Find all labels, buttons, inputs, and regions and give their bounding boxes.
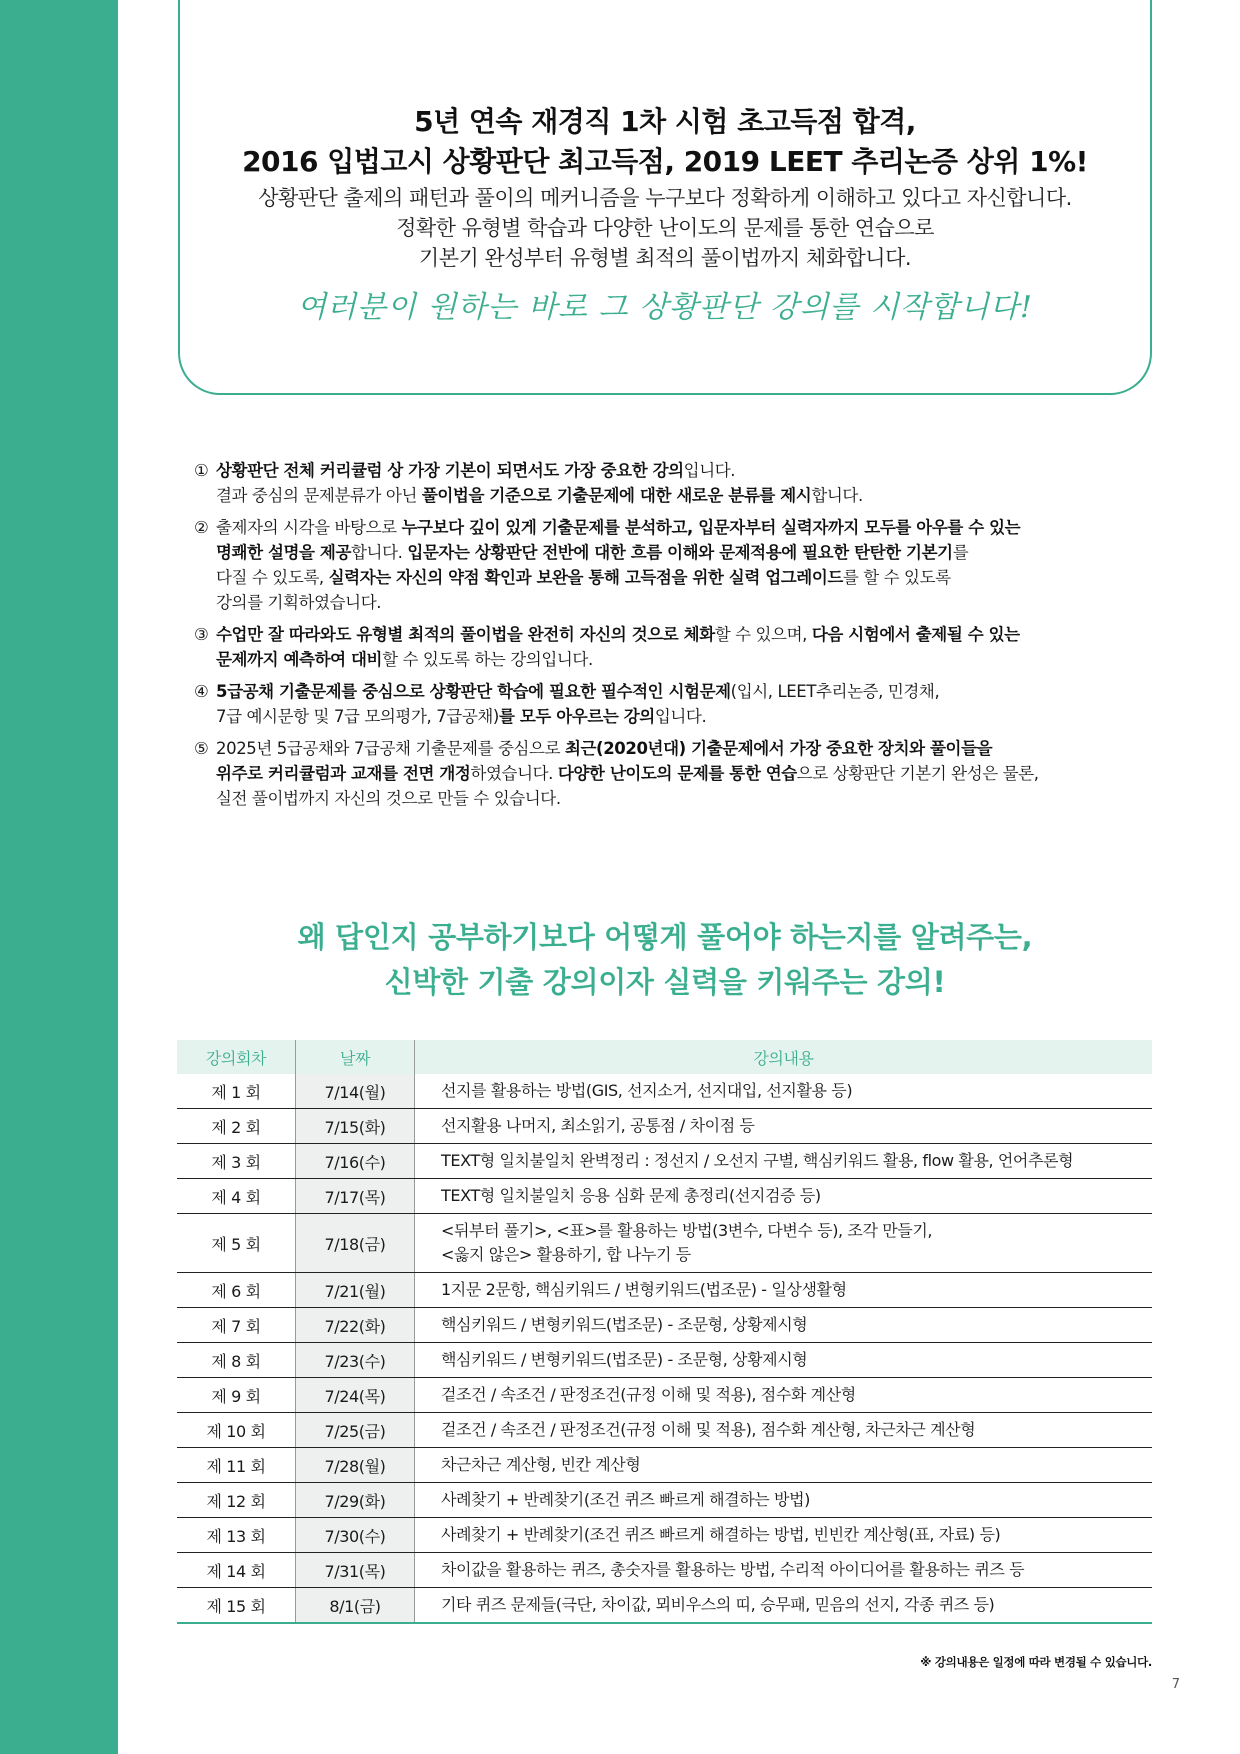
- table-row: [177, 1378, 1152, 1413]
- session-cell: 제 3 회: [177, 1144, 296, 1179]
- body-text: 다질 수 있도록,: [216, 568, 329, 587]
- feature-number: ⑤: [194, 739, 209, 758]
- content-cell: [415, 1308, 1153, 1343]
- session-cell: 제 1 회: [177, 1074, 296, 1109]
- session-cell: 제 8 회: [177, 1343, 296, 1378]
- body-text: 7급 예시문항 및 7급 모의평가, 7급공채): [216, 707, 499, 726]
- table-row: [177, 1588, 1152, 1624]
- session-cell: 제 10 회: [177, 1413, 296, 1448]
- content-line: 겉조건 / 속조건 / 판정조건(규정 이해 및 적용), 점수화 계산형, 차근차근 계산형: [441, 1420, 976, 1439]
- date-cell: 7/16(수): [296, 1144, 415, 1179]
- date-cell: 8/1(금): [296, 1588, 415, 1624]
- content-cell: [415, 1378, 1153, 1413]
- content-cell: [415, 1553, 1153, 1588]
- feature-item: [194, 736, 1164, 811]
- session-cell: 제 13 회: [177, 1518, 296, 1553]
- date-cell: 7/21(월): [296, 1273, 415, 1308]
- hero-line-1: 상황판단 출제의 패턴과 풀이의 메커니즘을 누구보다 정확하게 이해하고 있다고 자신합니다.: [258, 186, 1072, 210]
- table-row: [177, 1179, 1152, 1214]
- date-cell: 7/14(월): [296, 1074, 415, 1109]
- table-header-row: [177, 1040, 1152, 1074]
- body-text: (입시, LEET추리논증, 민경채,: [730, 682, 940, 701]
- body-text: 강의를 기획하였습니다.: [216, 593, 382, 612]
- hero-headline-1: 5년 연속 재경직 1차 시험 초고득점 합격,: [414, 105, 916, 138]
- emphasis-text: 위주로 커리큘럼과 교재를 전면 개정: [216, 764, 471, 783]
- hero-headline-2: 2016 입법고시 상황판단 최고득점, 2019 LEET 추리논증 상위 1%!: [242, 145, 1088, 178]
- content-line: TEXT형 일치불일치 응용 심화 문제 총정리(선지검증 등): [441, 1186, 821, 1205]
- date-cell: 7/30(수): [296, 1518, 415, 1553]
- hero-line-2: 정확한 유형별 학습과 다양한 난이도의 문제를 통한 연습으로: [396, 216, 934, 240]
- hero-slogan: 여러분이 원하는 바로 그 상황판단 강의를 시작합니다!: [297, 290, 1033, 325]
- header-session: 강의회차: [177, 1040, 296, 1074]
- feature-number: ②: [194, 518, 209, 537]
- content-line: <옳지 않은> 활용하기, 합 나누기 등: [441, 1245, 691, 1264]
- date-cell: 7/28(월): [296, 1448, 415, 1483]
- content-cell: [415, 1448, 1153, 1483]
- content-line: 기타 퀴즈 문제들(극단, 차이값, 뫼비우스의 띠, 승무패, 믿음의 선지, 각종 퀴즈 등): [441, 1595, 995, 1614]
- body-text: 입니다.: [654, 707, 707, 726]
- content-line: <뒤부터 풀기>, <표>를 활용하는 방법(3변수, 다변수 등), 조각 만들기,: [441, 1221, 933, 1240]
- emphasis-text: 문제까지 예측하여 대비: [216, 650, 383, 669]
- footnote: ※ 강의내용은 일정에 따라 변경될 수 있습니다.: [920, 1655, 1152, 1669]
- session-cell: 제 6 회: [177, 1273, 296, 1308]
- session-cell: 제 11 회: [177, 1448, 296, 1483]
- emphasis-text: 다음 시험에서 출제될 수 있는: [811, 625, 1020, 644]
- emphasis-text: 를 모두 아우르는 강의: [498, 707, 655, 726]
- emphasis-text: 입문자는 상황판단 전반에 대한 흐름 이해와 문제적용에 필요한 탄탄한 기본기: [407, 543, 953, 562]
- date-cell: 7/24(목): [296, 1378, 415, 1413]
- content-cell: [415, 1273, 1153, 1308]
- emphasis-text: 수업만 잘 따라와도 유형별 최적의 풀이법을 완전히 자신의 것으로 체화: [216, 625, 715, 644]
- content-cell: [415, 1413, 1153, 1448]
- left-accent-bar: [0, 0, 118, 1754]
- emphasis-text: 풀이법을 기준으로 기출문제에 대한 새로운 분류를 제시: [421, 486, 812, 505]
- body-text: 하였습니다.: [470, 764, 558, 783]
- date-cell: 7/17(목): [296, 1179, 415, 1214]
- content-line: 1지문 2문항, 핵심키워드 / 변형키워드(법조문) - 일상생활형: [441, 1280, 847, 1299]
- table-row: [177, 1109, 1152, 1144]
- content-cell: [415, 1588, 1153, 1624]
- table-row: [177, 1144, 1152, 1179]
- body-text: 으로 상황판단 기본기 완성은 물론,: [796, 764, 1039, 783]
- content-line: 핵심키워드 / 변형키워드(법조문) - 조문형, 상황제시형: [441, 1315, 808, 1334]
- emphasis-text: 누구보다 깊이 있게 기출문제를 분석하고, 입문자부터 실력자까지 모두를 아우를 수 있는: [401, 518, 1021, 537]
- session-cell: 제 4 회: [177, 1179, 296, 1214]
- emphasis-text: 최근(2020년대) 기출문제에서 가장 중요한 장치와 풀이들을: [564, 739, 993, 758]
- content-line: 차이값을 활용하는 퀴즈, 총숫자를 활용하는 방법, 수리적 아이디어를 활용하는 퀴즈 등: [441, 1560, 1025, 1579]
- content-cell: [415, 1518, 1153, 1553]
- section-title-1: 왜 답인지 공부하기보다 어떻게 풀어야 하는지를 알려주는,: [297, 920, 1033, 954]
- body-text: 2025년 5급공채와 7급공채 기출문제를 중심으로: [216, 739, 565, 758]
- body-text: 결과 중심의 문제분류가 아닌: [216, 486, 422, 505]
- header-content: 강의내용: [415, 1040, 1153, 1074]
- content-cell: [415, 1214, 1153, 1273]
- content-line: 선지활용 나머지, 최소읽기, 공통점 / 차이점 등: [441, 1116, 755, 1135]
- emphasis-text: 상황판단 전체 커리큘럼 상 가장 기본이 되면서도 가장 중요한 강의: [216, 461, 684, 480]
- table-row: [177, 1214, 1152, 1273]
- date-cell: 7/18(금): [296, 1214, 415, 1273]
- table-row: [177, 1074, 1152, 1109]
- content-cell: [415, 1109, 1153, 1144]
- table-row: [177, 1273, 1152, 1308]
- body-text: 출제자의 시각을 바탕으로: [216, 518, 402, 537]
- emphasis-text: 실력자는 자신의 약점 확인과 보완을 통해 고득점을 위한 실력 업그레이드: [328, 568, 843, 587]
- body-text: 할 수 있으며,: [714, 625, 812, 644]
- date-cell: 7/23(수): [296, 1343, 415, 1378]
- session-cell: 제 9 회: [177, 1378, 296, 1413]
- table-row: [177, 1413, 1152, 1448]
- section-title-2: 신박한 기출 강의이자 실력을 키워주는 강의!: [384, 965, 946, 999]
- body-text: 할 수 있도록 하는 강의입니다.: [382, 650, 593, 669]
- session-cell: 제 5 회: [177, 1214, 296, 1273]
- content-line: 핵심키워드 / 변형키워드(법조문) - 조문형, 상황제시형: [441, 1350, 808, 1369]
- content-line: TEXT형 일치불일치 완벽정리 : 정선지 / 오선지 구별, 핵심키워드 활용, flow 활용, 언어추론형: [441, 1151, 1074, 1170]
- body-text: 실전 풀이법까지 자신의 것으로 만들 수 있습니다.: [216, 789, 561, 808]
- hero-line-3: 기본기 완성부터 유형별 최적의 풀이법까지 체화합니다.: [418, 246, 912, 270]
- emphasis-text: 다양한 난이도의 문제를 통한 연습: [557, 764, 797, 783]
- session-cell: 제 2 회: [177, 1109, 296, 1144]
- body-text: 합니다.: [811, 486, 863, 505]
- content-line: 사례찾기 + 반례찾기(조건 퀴즈 빠르게 해결하는 방법, 빈빈칸 계산형(표, 자료) 등): [441, 1525, 1001, 1544]
- feature-number: ③: [194, 625, 209, 644]
- body-text: 를: [952, 543, 969, 562]
- table-row: [177, 1518, 1152, 1553]
- table-row: [177, 1343, 1152, 1378]
- body-text: 합니다.: [351, 543, 408, 562]
- session-cell: 제 15 회: [177, 1588, 296, 1624]
- content-cell: [415, 1483, 1153, 1518]
- table-row: [177, 1308, 1152, 1343]
- content-line: 선지를 활용하는 방법(GIS, 선지소거, 선지대입, 선지활용 등): [441, 1081, 853, 1100]
- date-cell: 7/31(목): [296, 1553, 415, 1588]
- feature-number: ④: [194, 682, 209, 701]
- date-cell: 7/15(화): [296, 1109, 415, 1144]
- content-cell: [415, 1074, 1153, 1109]
- feature-item: [194, 515, 1164, 615]
- feature-item: [194, 458, 1164, 508]
- date-cell: 7/22(화): [296, 1308, 415, 1343]
- content-cell: [415, 1144, 1153, 1179]
- date-cell: 7/29(화): [296, 1483, 415, 1518]
- curriculum-table: [177, 1040, 1152, 1624]
- date-cell: 7/25(금): [296, 1413, 415, 1448]
- emphasis-text: 5급공채 기출문제를 중심으로 상황판단 학습에 필요한 필수적인 시험문제: [216, 682, 731, 701]
- session-cell: 제 14 회: [177, 1553, 296, 1588]
- feature-item: [194, 622, 1164, 672]
- header-date: 날짜: [296, 1040, 415, 1074]
- feature-item: [194, 679, 1164, 729]
- table-row: [177, 1448, 1152, 1483]
- page-number: 7: [1171, 1677, 1180, 1692]
- table-row: [177, 1553, 1152, 1588]
- body-text: 를 할 수 있도록: [842, 568, 951, 587]
- content-line: 사례찾기 + 반례찾기(조건 퀴즈 빠르게 해결하는 방법): [441, 1490, 810, 1509]
- body-text: 입니다.: [683, 461, 736, 480]
- feature-number: ①: [194, 461, 209, 480]
- feature-list: [194, 458, 1164, 818]
- content-cell: [415, 1179, 1153, 1214]
- emphasis-text: 명쾌한 설명을 제공: [216, 543, 352, 562]
- session-cell: 제 7 회: [177, 1308, 296, 1343]
- content-line: 겉조건 / 속조건 / 판정조건(규정 이해 및 적용), 점수화 계산형: [441, 1385, 856, 1404]
- content-line: 차근차근 계산형, 빈칸 계산형: [441, 1455, 641, 1474]
- table-row: [177, 1483, 1152, 1518]
- content-cell: [415, 1343, 1153, 1378]
- session-cell: 제 12 회: [177, 1483, 296, 1518]
